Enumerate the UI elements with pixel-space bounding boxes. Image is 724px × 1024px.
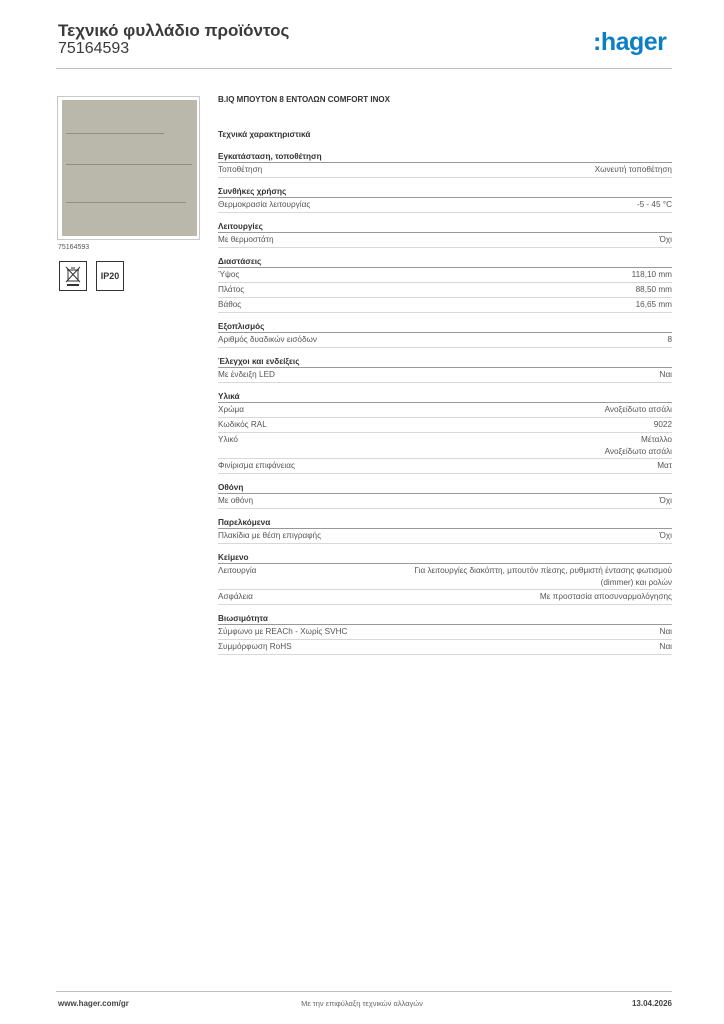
- spec-section: [218, 517, 672, 544]
- section-title: Εγκατάσταση, τοποθέτηση: [218, 151, 672, 163]
- characteristics-heading: Τεχνικά χαρακτηριστικά: [218, 130, 311, 139]
- section-title: Παρελκόμενα: [218, 517, 672, 529]
- spec-section: [218, 321, 672, 348]
- spec-value: Όχι: [659, 235, 672, 244]
- footer-divider: [56, 991, 672, 992]
- section-title: Οθόνη: [218, 482, 672, 494]
- spec-label: Τοποθέτηση: [218, 165, 263, 174]
- spec-section: [218, 391, 672, 474]
- spec-label: Φινίρισμα επιφάνειας: [218, 461, 295, 470]
- spec-value: Ανοξείδωτο ατσάλι: [604, 405, 672, 414]
- spec-value: 8: [667, 335, 672, 344]
- spec-row: [218, 333, 672, 348]
- footer-notice: Με την επιφύλαξη τεχνικών αλλαγών: [301, 999, 423, 1008]
- spec-row: [218, 564, 672, 590]
- spec-row: [218, 198, 672, 213]
- spec-section: [218, 482, 672, 509]
- section-title: Βιωσιμότητα: [218, 613, 672, 625]
- spec-label: Υλικό: [218, 435, 238, 444]
- spec-value: -5 - 45 °C: [636, 200, 672, 209]
- spec-label: Πλάτος: [218, 285, 245, 294]
- header-divider: [56, 68, 672, 69]
- button-divider: [66, 133, 164, 134]
- spec-section: [218, 186, 672, 213]
- section-title: Υλικά: [218, 391, 672, 403]
- spec-value: 9022: [653, 420, 672, 429]
- spec-value: Ναι: [659, 627, 672, 636]
- footer-website[interactable]: www.hager.com/gr: [58, 999, 129, 1008]
- spec-row: [218, 163, 672, 178]
- spec-label: Θερμοκρασία λειτουργίας: [218, 200, 311, 209]
- spec-row: [218, 640, 672, 655]
- spec-value: Όχι: [659, 531, 672, 540]
- section-title: Εξοπλισμός: [218, 321, 672, 333]
- section-title: Διαστάσεις: [218, 256, 672, 268]
- spec-value: Μέταλλο Ανοξείδωτο ατσάλι: [604, 435, 672, 456]
- spec-label: Με οθόνη: [218, 496, 254, 505]
- spec-value: Ναι: [659, 370, 672, 379]
- product-plate: [62, 100, 197, 236]
- spec-row: [218, 590, 672, 605]
- spec-area: [218, 95, 672, 655]
- spec-row: [218, 403, 672, 418]
- spec-section: [218, 221, 672, 248]
- spec-section: [218, 552, 672, 605]
- spec-label: Με ένδειξη LED: [218, 370, 275, 379]
- section-title: Έλεγχοι και ενδείξεις: [218, 356, 672, 368]
- spec-sections: [218, 151, 672, 655]
- spec-label: Ύψος: [218, 270, 240, 279]
- spec-row: [218, 233, 672, 248]
- ip-rating-badge: IP20: [96, 261, 124, 291]
- spec-value: 118,10 mm: [631, 270, 672, 279]
- crossed-bin-icon: [59, 261, 87, 291]
- spec-row: [218, 494, 672, 509]
- document-title: Τεχνικό φυλλάδιο προϊόντος: [58, 21, 290, 40]
- spec-value: 16,65 mm: [635, 300, 672, 309]
- spec-value: Ματ: [657, 461, 672, 470]
- spec-label: Βάθος: [218, 300, 242, 309]
- spec-label: Πλακίδια με θέση επιγραφής: [218, 531, 322, 540]
- section-title: Λειτουργίες: [218, 221, 672, 233]
- spec-value: Όχι: [659, 496, 672, 505]
- product-image: [57, 96, 200, 240]
- section-title: Κείμενο: [218, 552, 672, 564]
- spec-label: Σύμφωνο με REACh - Χωρίς SVHC: [218, 627, 348, 636]
- spec-row: [218, 268, 672, 283]
- section-title: Συνθήκες χρήσης: [218, 186, 672, 198]
- spec-row: [218, 283, 672, 298]
- spec-row: [218, 298, 672, 313]
- spec-row: [218, 433, 672, 459]
- button-divider: [66, 202, 186, 203]
- spec-section: [218, 356, 672, 383]
- spec-label: Χρώμα: [218, 405, 244, 414]
- spec-row: [218, 529, 672, 544]
- spec-row: [218, 459, 672, 474]
- footer-date: 13.04.2026: [631, 999, 672, 1008]
- spec-label: Ασφάλεια: [218, 592, 253, 601]
- spec-label: Συμμόρφωση RoHS: [218, 642, 292, 651]
- spec-row: [218, 418, 672, 433]
- spec-section: [218, 256, 672, 313]
- button-divider: [66, 164, 192, 165]
- spec-value: Ναι: [659, 642, 672, 651]
- spec-value: 88,50 mm: [635, 285, 672, 294]
- spec-row: [218, 368, 672, 383]
- product-image-code: 75164593: [58, 244, 90, 251]
- hager-logo: :hager: [593, 28, 667, 56]
- spec-value: Για λειτουργίες διακόπτη, μπουτόν πίεσης, ρυθμιστή έντασης φωτισμού (dimmer) και ρολών: [414, 566, 672, 587]
- spec-value: Με προστασία αποσυναρμολόγησης: [539, 592, 672, 601]
- spec-label: Με θερμοστάτη: [218, 235, 274, 244]
- spec-label: Κωδικός RAL: [218, 420, 267, 429]
- document-code: 75164593: [58, 40, 130, 57]
- spec-label: Λειτουργία: [218, 566, 257, 575]
- spec-row: [218, 625, 672, 640]
- spec-section: [218, 613, 672, 655]
- spec-section: [218, 151, 672, 178]
- spec-label: Αριθμός δυαδικών εισόδων: [218, 335, 318, 344]
- product-name: B.IQ ΜΠΟΥΤΟΝ 8 ΕΝΤΟΛΩΝ COMFORT INOX: [218, 95, 390, 104]
- spec-value: Χωνευτή τοποθέτηση: [594, 165, 672, 174]
